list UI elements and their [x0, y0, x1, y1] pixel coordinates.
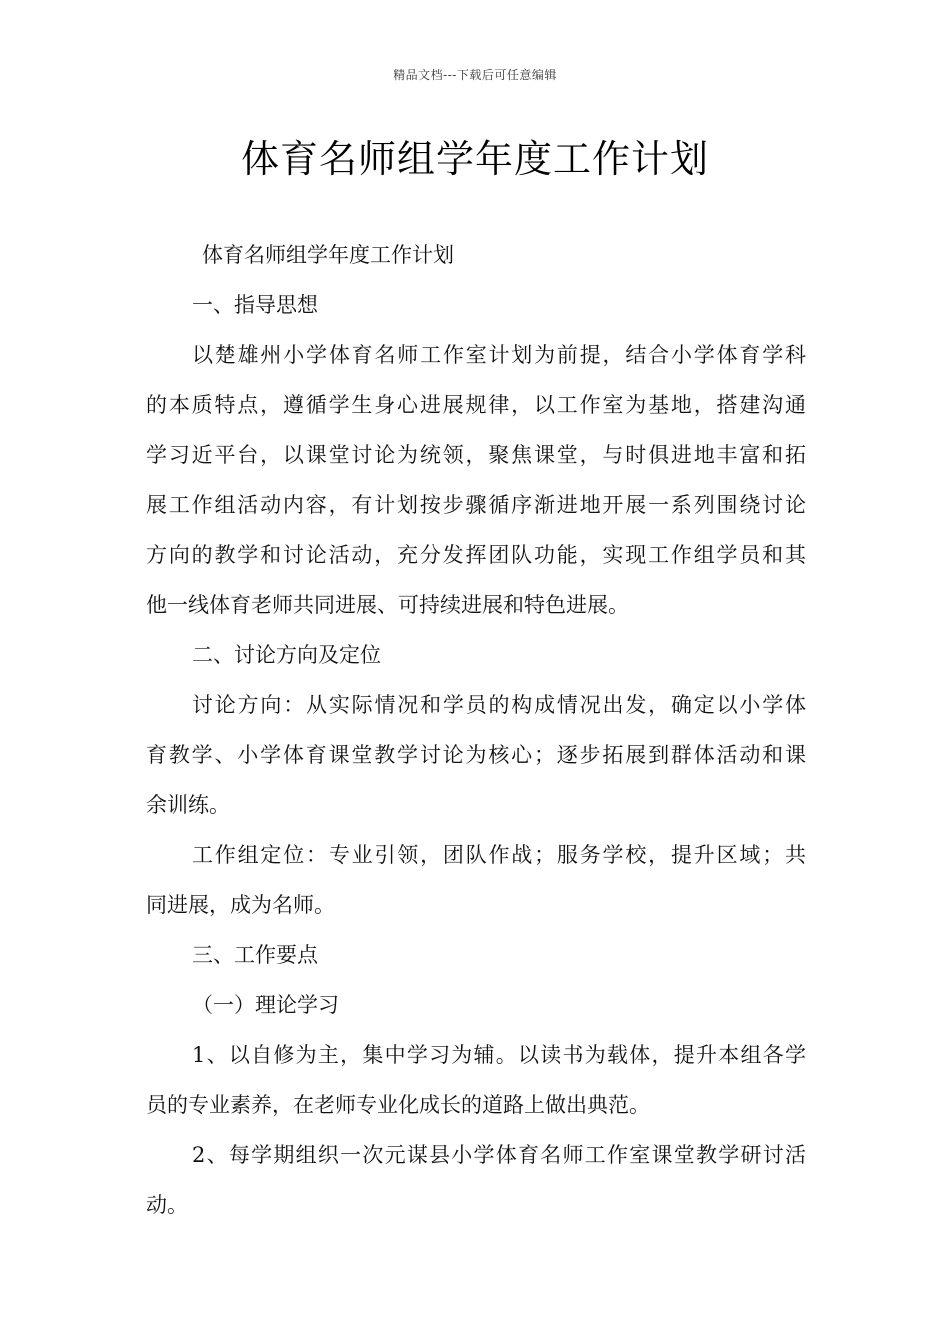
- document-body: [146, 230, 806, 1230]
- list-item: 1、以自修为主，集中学习为辅。以读书为载体，提升本组各学: [192, 1043, 806, 1067]
- paragraph-line: 同进展，成为名师。: [146, 893, 335, 917]
- paragraph-line: 工作组定位：专业引领，团队作战；服务学校，提升区域；共: [192, 843, 806, 867]
- paragraph-line: 的本质特点，遵循学生身心进展规律，以工作室为基地，搭建沟通: [146, 393, 806, 417]
- subsection-heading: （一）理论学习: [192, 993, 339, 1017]
- paragraph-line: 讨论方向：从实际情况和学员的构成情况出发，确定以小学体: [192, 693, 806, 717]
- paragraph-line: 育教学、小学体育课堂教学讨论为核心；逐步拓展到群体活动和课: [146, 743, 806, 767]
- subtitle-line: 体育名师组学年度工作计划: [202, 243, 454, 267]
- section-heading-3: 三、工作要点: [192, 943, 318, 967]
- section-heading-2: 二、讨论方向及定位: [192, 643, 381, 667]
- section-heading-1: 一、指导思想: [192, 293, 318, 317]
- paragraph-line: 余训练。: [146, 793, 230, 817]
- paragraph-line: 学习近平台，以课堂讨论为统领，聚焦课堂，与时俱进地丰富和拓: [146, 443, 806, 467]
- list-item: 2、每学期组织一次元谋县小学体育名师工作室课堂教学研讨活: [192, 1143, 806, 1167]
- paragraph-line: 动。: [146, 1193, 188, 1217]
- paragraph-line: 方向的教学和讨论活动，充分发挥团队功能，实现工作组学员和其: [146, 543, 806, 567]
- paragraph-line: 展工作组活动内容，有计划按步骤循序渐进地开展一系列围绕讨论: [146, 493, 806, 517]
- paragraph-line: 以楚雄州小学体育名师工作室计划为前提，结合小学体育学科: [192, 343, 806, 367]
- header-note: 精品文档---下载后可任意编辑: [393, 68, 557, 82]
- paragraph-line: 员的专业素养，在老师专业化成长的道路上做出典范。: [146, 1093, 650, 1117]
- document-title: 体育名师组学年度工作计划: [240, 137, 709, 181]
- paragraph-line: 他一线体育老师共同进展、可持续进展和特色进展。: [146, 593, 629, 617]
